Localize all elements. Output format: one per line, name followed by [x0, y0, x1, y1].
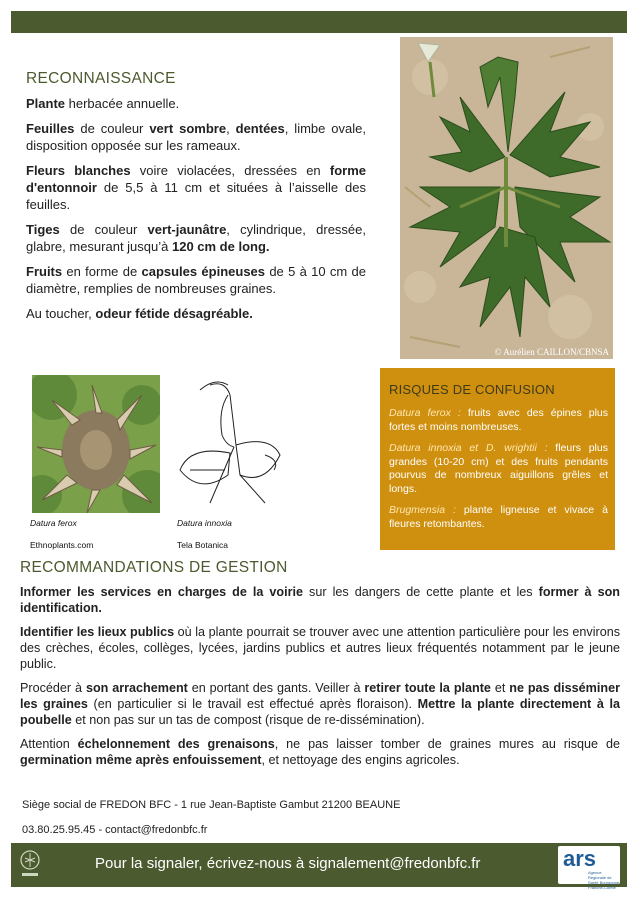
- source-ethnoplants: Ethnoplants.com: [30, 540, 94, 550]
- risque-innoxia: Datura innoxia et D. wrightii : fleurs plus grandes (10-20 cm) et des fruits pendants pourvus de nombreux aiguillons grêles et longs.: [389, 442, 608, 495]
- reco-feuilles: Feuilles de couleur vert sombre, dentées, limbe ovale, disposition opposée sur les rameaux.: [26, 121, 366, 153]
- risque-ferox: Datura ferox : fruits avec des épines plus fortes et moins nombreuses.: [389, 407, 608, 433]
- siege-address: Siège social de FREDON BFC - 1 rue Jean-Baptiste Gambut 21200 BEAUNE: [22, 799, 401, 811]
- reco-plante: Plante herbacée annuelle.: [26, 96, 180, 111]
- risque-brugmensia: Brugmensia : plante ligneuse et vivace à fleures retombantes.: [389, 504, 608, 530]
- gestion-title: RECOMMANDATIONS DE GESTION: [20, 559, 288, 576]
- reconnaissance-section: [26, 70, 366, 330]
- reconnaissance-title: RECONNAISSANCE: [26, 70, 176, 87]
- gestion-section: [20, 559, 620, 776]
- risques-confusion-box: [380, 368, 615, 550]
- caption-datura-ferox: Datura ferox: [30, 518, 77, 528]
- gestion-arrachement: Procéder à son arrachement en portant des gants. Veiller à retirer toute la plante et ne pas disséminer les graines (en particulier si le travail est effectué après floraison). Mettre la plante directement à la poubelle et non pas sur un tas de compost (risque de re-dissémination).: [20, 681, 620, 727]
- reco-odeur: Au toucher, odeur fétide désagréable.: [26, 306, 253, 321]
- ars-logo-text: ars: [563, 846, 597, 871]
- source-tela-botanica: Tela Botanica: [177, 540, 229, 550]
- contact-line[interactable]: 03.80.25.95.45 - contact@fredonbfc.fr: [22, 824, 208, 836]
- gestion-identifier: Identifier les lieux publics où la plante pourrait se trouver avec une attention particulière pour les environs des crèches, écoles, collèges, lycées, jardins publics et autres lieux fréquentés notamment par le jeune public.: [20, 625, 620, 671]
- datura-plant-photo: [400, 37, 613, 359]
- datura-innoxia-drawing: [170, 375, 298, 513]
- ars-logo-subtitle: Agence Régionale de Santé Bourgogne Franche-Comté: [588, 870, 620, 890]
- top-banner: [11, 11, 627, 33]
- caption-datura-innoxia: Datura innoxia: [177, 518, 232, 528]
- ars-logo: [558, 846, 620, 890]
- bottom-banner: [11, 843, 627, 890]
- photo-credit: © Aurélien CAILLON/CBNSA: [494, 347, 609, 357]
- reco-fleurs: Fleurs blanches voire violacées, dressées en forme d'entonnoir de 5,5 à 11 cm et situées à l’aisselle des feuilles.: [26, 163, 366, 212]
- datura-ferox-photo: [32, 375, 160, 513]
- gestion-informer: Informer les services en charges de la voirie sur les dangers de cette plante et les former à son identification.: [20, 585, 620, 615]
- plant-illustration: [400, 37, 613, 359]
- gestion-grenaisons: Attention échelonnement des grenaisons, ne pas laisser tomber de graines mures au risque de germination même après enfouissement, et nettoyage des engins agricoles.: [20, 737, 620, 767]
- reco-fruits: Fruits en forme de capsules épineuses de 5 à 10 cm de diamètre, remplies de nombreuses graines.: [26, 264, 366, 296]
- risques-title: RISQUES DE CONFUSION: [389, 382, 555, 397]
- reco-tiges: Tiges de couleur vert-jaunâtre, cylindrique, dressée, glabre, mesurant jusqu’à 120 cm de long.: [26, 222, 367, 254]
- signalement-banner-text[interactable]: Pour la signaler, écrivez-nous à signalement@fredonbfc.fr: [95, 855, 481, 872]
- fredon-logo-icon: [19, 849, 41, 881]
